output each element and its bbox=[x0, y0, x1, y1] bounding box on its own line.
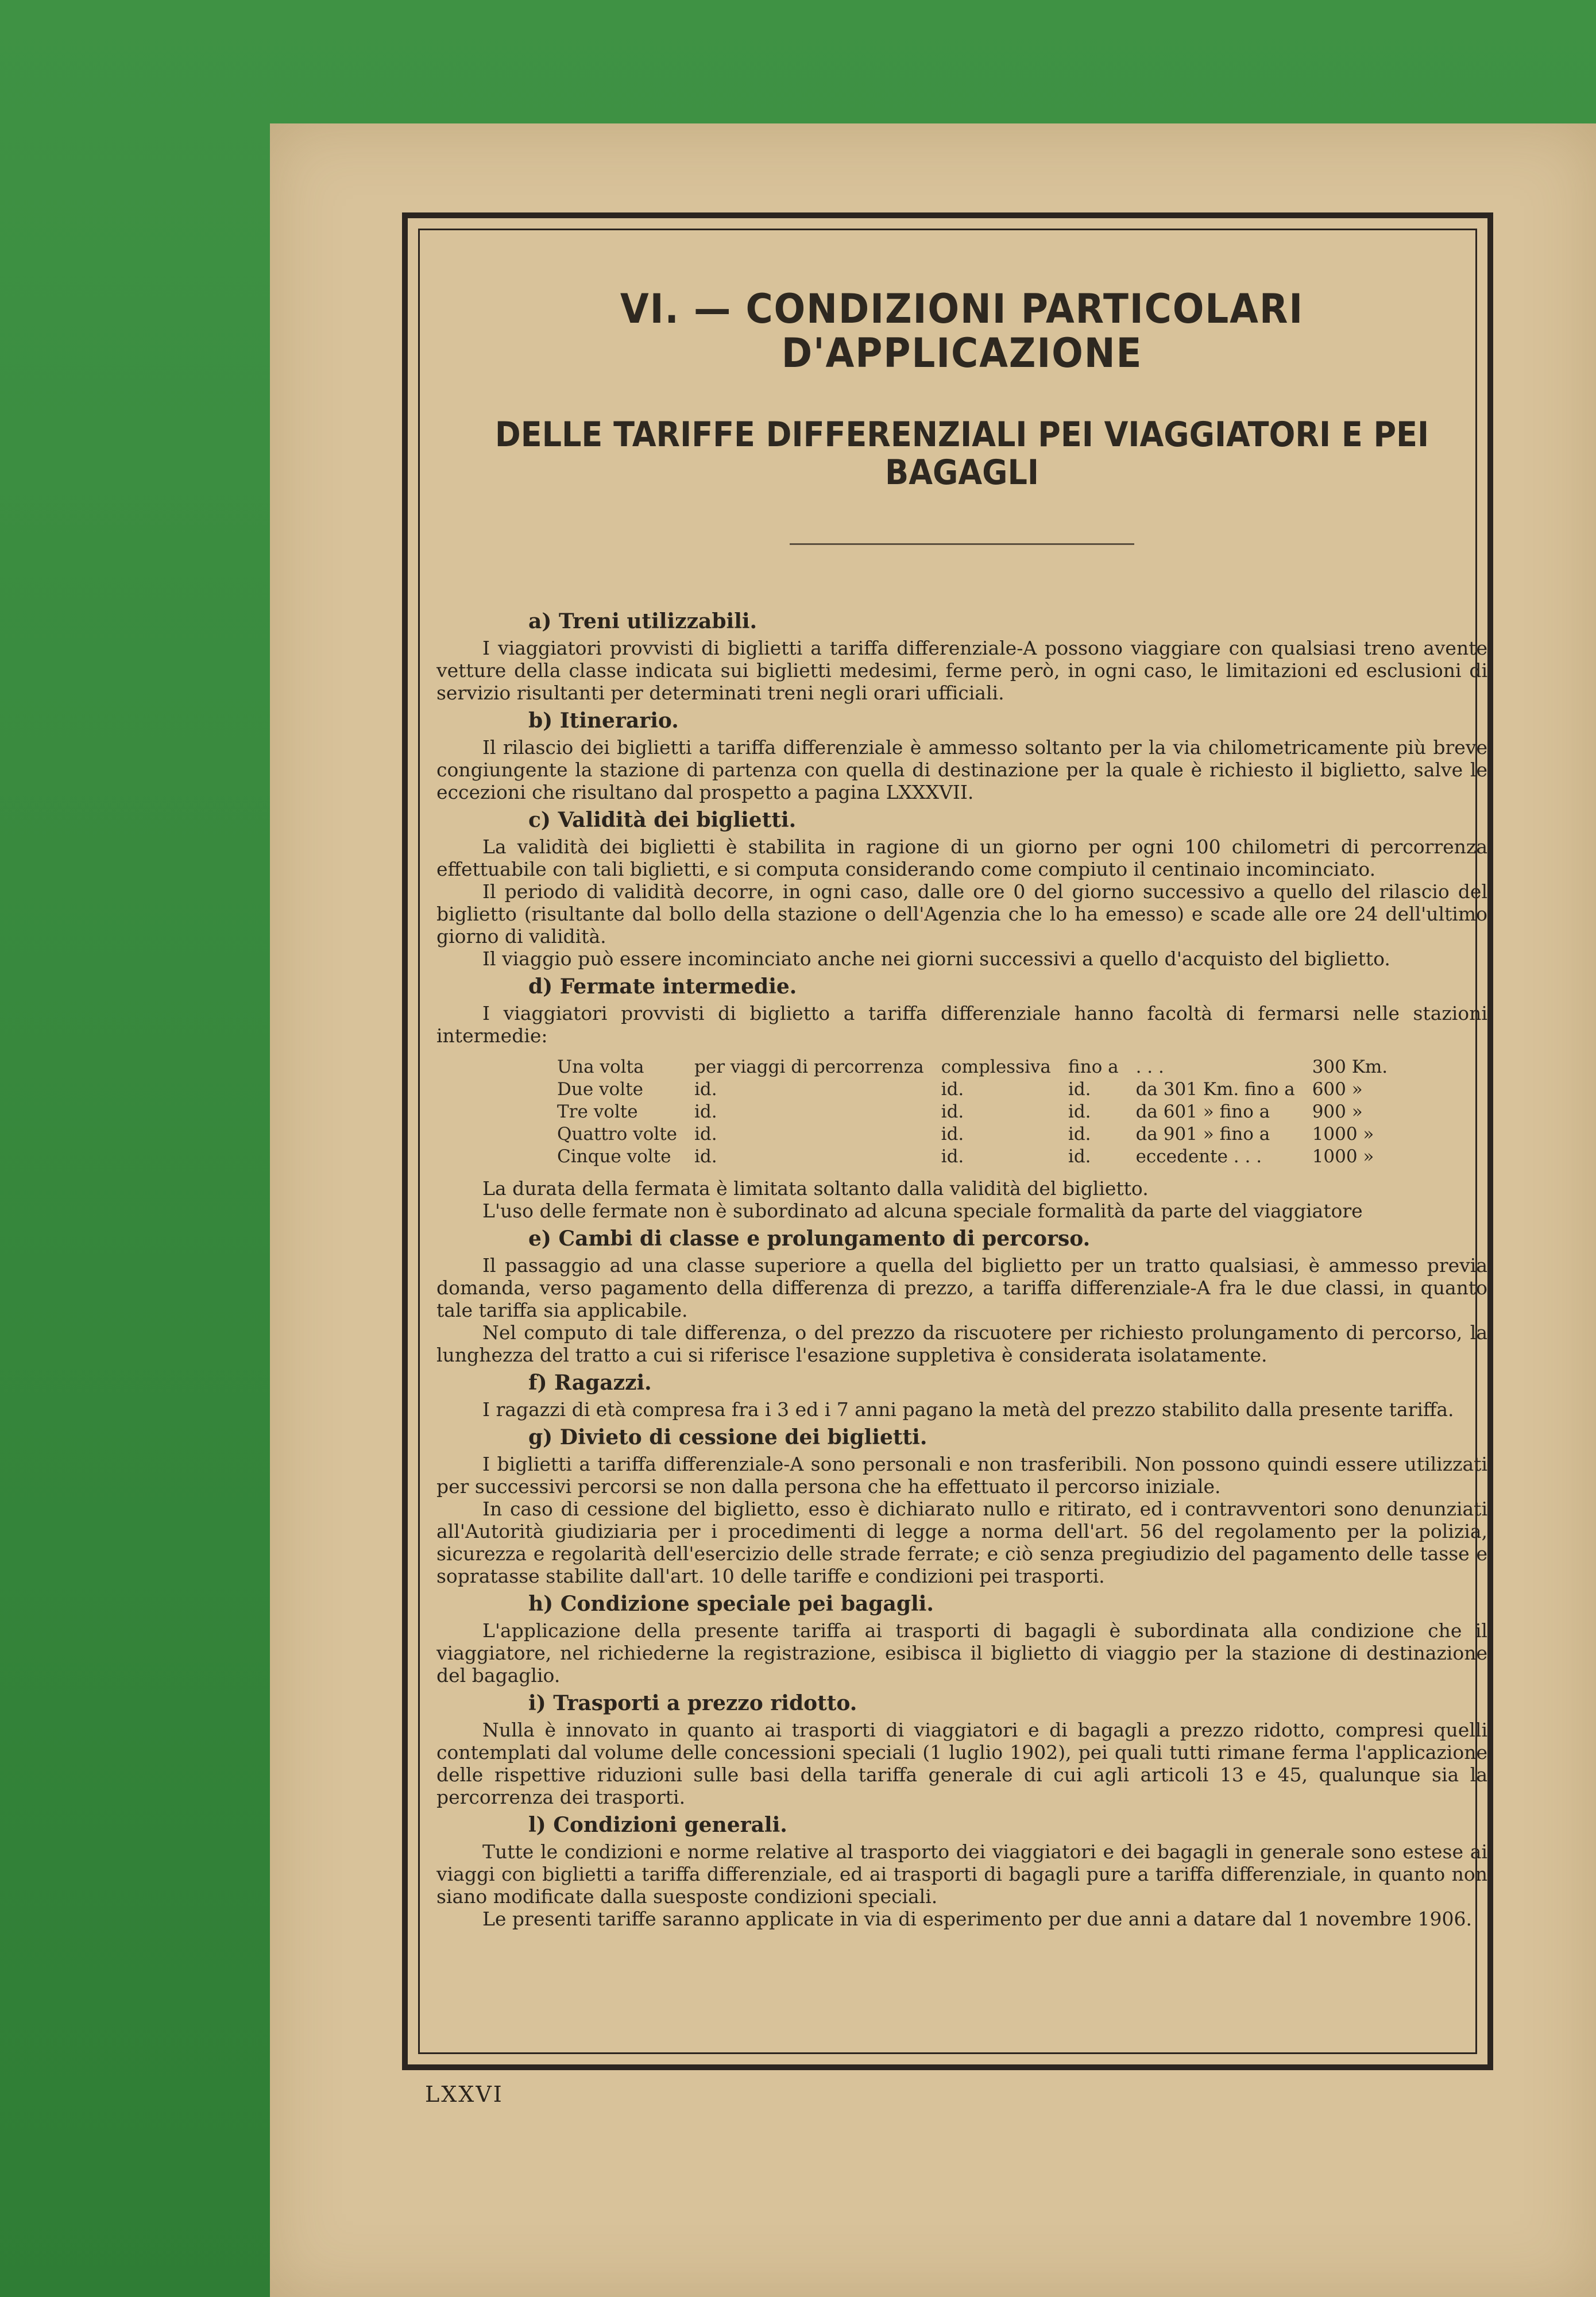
table-cell: Una volta bbox=[557, 1057, 644, 1077]
table-row bbox=[557, 1078, 1405, 1101]
paragraph: In caso di cessione del biglietto, esso è dichiarato nullo e ritirato, ed i contravventori sono denunziati all'Autorità giudiziaria per i procedimenti di legge a norma dell'art. 56 del regolamento per la polizia, sicurezza e regolarità dell'esercizio delle strade ferrate; e ciò senza pregiudizio del pagamento delle tasse e sopratasse stabilite dall'art. 10 delle tariffe e condizioni pei trasporti. bbox=[436, 1498, 1487, 1587]
page-subtitle: DELLE TARIFFE DIFFERENZIALI PEI VIAGGIATORI E PEI BAGAGLI bbox=[494, 415, 1429, 493]
section-heading: l) Condizioni generali. bbox=[528, 1813, 787, 1837]
section-heading: b) Itinerario. bbox=[528, 709, 679, 733]
section-heading: a) Treni utilizzabili. bbox=[528, 609, 758, 633]
paragraph: Tutte le condizioni e norme relative al trasporto dei viaggiatori e dei bagagli in generale sono estese ai viaggi con biglietti a tariffa differenziale, ed ai trasporti di bagagli pure a tariffa differenziale, in quanto non siano modificate dalla suesposte condizioni speciali. bbox=[436, 1840, 1487, 1908]
section-heading: h) Condizione speciale pei bagagli. bbox=[528, 1592, 934, 1616]
table-cell: da 901 » fino a bbox=[1135, 1124, 1270, 1144]
table-cell: id. bbox=[941, 1079, 964, 1100]
table-cell: id. bbox=[941, 1146, 964, 1167]
table-cell: id. bbox=[941, 1124, 964, 1144]
table-cell: per viaggi di percorrenza bbox=[694, 1057, 924, 1077]
table-cell: 1000 » bbox=[1312, 1146, 1374, 1167]
paragraph: I biglietti a tariffa differenziale-A sono personali e non trasferibili. Non possono quindi essere utilizzati per successivi percorsi se non dalla persona che ha effettuato il percorso iniziale. bbox=[436, 1453, 1487, 1498]
table-cell: complessiva bbox=[941, 1057, 1051, 1077]
table-cell: 300 Km. bbox=[1312, 1057, 1388, 1077]
table-cell: . . . bbox=[1135, 1057, 1164, 1077]
table-cell: id. bbox=[941, 1101, 964, 1122]
page-title: VI. — CONDIZIONI PARTICOLARI D'APPLICAZIONE bbox=[620, 285, 1304, 377]
section-heading: g) Divieto di cessione dei biglietti. bbox=[528, 1425, 928, 1449]
paragraph: La validità dei biglietti è stabilita in ragione di un giorno per ogni 100 chilometri di percorrenza effettuabile con tali biglietti, e si computa considerando come compiuto il centinaio incominciato. bbox=[436, 836, 1487, 880]
table-cell: Quattro volte bbox=[557, 1124, 678, 1144]
section-heading: c) Validità dei biglietti. bbox=[528, 808, 797, 832]
table-cell: Cinque volte bbox=[557, 1146, 671, 1167]
table-cell: id. bbox=[694, 1146, 717, 1167]
stops-table bbox=[557, 1056, 1405, 1168]
table-cell: 1000 » bbox=[1312, 1124, 1374, 1144]
table-cell: Due volte bbox=[557, 1079, 643, 1100]
table-cell: id. bbox=[1068, 1124, 1091, 1144]
page-number: LXXVI bbox=[425, 2082, 504, 2107]
section-h bbox=[436, 1591, 1487, 1687]
table-row bbox=[557, 1056, 1405, 1078]
table-row bbox=[557, 1101, 1405, 1123]
paragraph: I viaggiatori provvisti di biglietti a tariffa differenziale-A possono viaggiare con qualsiasi treno avente vetture della classe indicata sui biglietti medesimi, ferme però, in ogni caso, le limitazioni ed esclusioni di servizio risultanti per determinati treni negli orari ufficiali. bbox=[436, 637, 1487, 704]
section-i bbox=[436, 1690, 1487, 1808]
section-e bbox=[436, 1225, 1487, 1366]
section-d bbox=[436, 973, 1487, 1222]
table-cell: id. bbox=[1068, 1079, 1091, 1100]
paragraph: Le presenti tariffe saranno applicate in via di esperimento per due anni a datare dal 1 novembre 1906. bbox=[482, 1908, 1473, 1930]
paragraph: L'applicazione della presente tariffa ai trasporti di bagagli è subordinata alla condizione che il viaggiatore, nel richiederne la registrazione, esibisca il biglietto di viaggio per la stazione di destinazione del bagaglio. bbox=[436, 1619, 1487, 1687]
table-cell: da 601 » fino a bbox=[1135, 1101, 1270, 1122]
section-heading: e) Cambi di classe e prolungamento di percorso. bbox=[528, 1227, 1091, 1251]
paragraph: La durata della fermata è limitata soltanto dalla validità del biglietto. bbox=[482, 1177, 1149, 1200]
paragraph: Nel computo di tale differenza, o del prezzo da riscuotere per richiesto prolungamento di percorso, la lunghezza del tratto a cui si riferisce l'esazione suppletiva è considerata isolatamente. bbox=[436, 1321, 1487, 1366]
section-heading: i) Trasporti a prezzo ridotto. bbox=[528, 1691, 857, 1715]
paragraph: Il periodo di validità decorre, in ogni caso, dalle ore 0 del giorno successivo a quello del rilascio del biglietto (risultante dal bollo della stazione o dell'Agenzia che lo ha emesso) e scade alle ore 24 dell'ultimo giorno di validità. bbox=[436, 880, 1487, 948]
paragraph: Il viaggio può essere incominciato anche nei giorni successivi a quello d'acquisto del biglietto. bbox=[482, 948, 1390, 970]
page-content bbox=[436, 287, 1487, 1930]
table-row bbox=[557, 1123, 1405, 1146]
table-cell: fino a bbox=[1068, 1057, 1119, 1077]
paragraph: I ragazzi di età compresa fra i 3 ed i 7 anni pagano la metà del prezzo stabilito dalla presente tariffa. bbox=[482, 1398, 1454, 1421]
table-cell: eccedente . . . bbox=[1135, 1146, 1262, 1167]
table-cell: id. bbox=[694, 1124, 717, 1144]
table-cell: da 301 Km. fino a bbox=[1135, 1079, 1295, 1100]
section-f bbox=[436, 1370, 1487, 1421]
paragraph: I viaggiatori provvisti di biglietto a tariffa differenziale hanno facoltà di fermarsi nelle stazioni intermedie: bbox=[436, 1002, 1487, 1047]
table-cell: 600 » bbox=[1312, 1079, 1363, 1100]
table-cell: id. bbox=[694, 1079, 717, 1100]
table-cell: id. bbox=[1068, 1146, 1091, 1167]
paragraph: Il rilascio dei biglietti a tariffa differenziale è ammesso soltanto per la via chilometricamente più breve congiungente la stazione di partenza con quella di destinazione per la quale è richiesto il biglietto, salve le eccezioni che risultano dal prospetto a pagina LXXXVII. bbox=[436, 736, 1487, 803]
section-g bbox=[436, 1424, 1487, 1587]
section-c bbox=[436, 807, 1487, 970]
section-b bbox=[436, 707, 1487, 803]
title-divider bbox=[790, 543, 1134, 545]
table-cell: id. bbox=[694, 1101, 717, 1122]
paragraph: L'uso delle fermate non è subordinato ad alcuna speciale formalità da parte del viaggiatore bbox=[482, 1200, 1363, 1222]
table-cell: Tre volte bbox=[557, 1101, 638, 1122]
section-l bbox=[436, 1812, 1487, 1930]
section-heading: f) Ragazzi. bbox=[528, 1371, 652, 1395]
table-cell: 900 » bbox=[1312, 1101, 1363, 1122]
paragraph: Nulla è innovato in quanto ai trasporti di viaggiatori e di bagagli a prezzo ridotto, compresi quelli contemplati dal volume delle concessioni speciali (1 luglio 1902), pei quali tutti rimane ferma l'applicazione delle rispettive riduzioni sulle basi della tariffa generale di cui agli articoli 13 e 45, qualunque sia la percorrenza dei trasporti. bbox=[436, 1719, 1487, 1808]
table-cell: id. bbox=[1068, 1101, 1091, 1122]
section-a bbox=[436, 608, 1487, 704]
paragraph: Il passaggio ad una classe superiore a quella del biglietto per un tratto qualsiasi, è ammesso previa domanda, verso pagamento della differenza di prezzo, a tariffa differenziale-A fra le due classi, in quanto tale tariffa sia applicabile. bbox=[436, 1254, 1487, 1321]
table-row bbox=[557, 1146, 1405, 1168]
section-heading: d) Fermate intermedie. bbox=[528, 975, 797, 999]
